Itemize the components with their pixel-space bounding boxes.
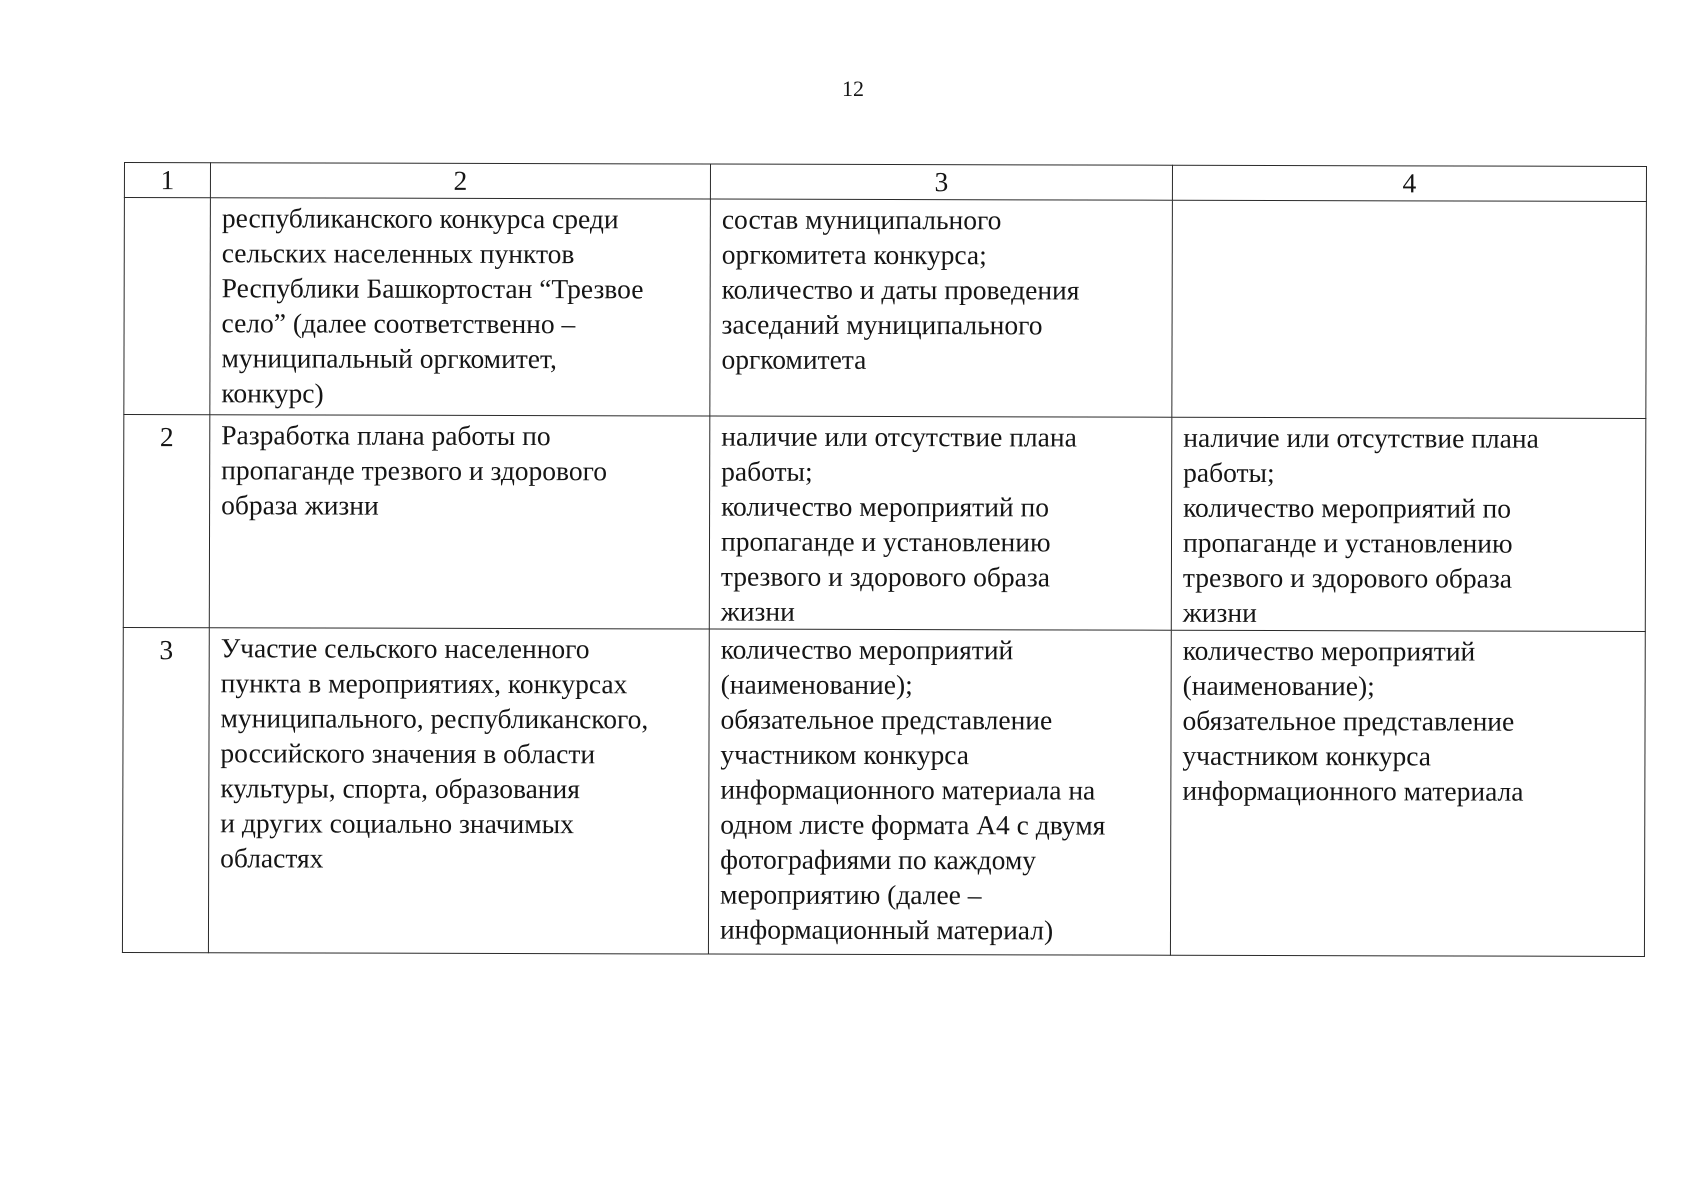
cell-line: заседаний муниципального	[721, 308, 1043, 341]
evaluation-cell	[1171, 417, 1646, 631]
cell-line: Республики Башкортостан “Трезвое	[221, 272, 644, 305]
cell-line: сельских населенных пунктов	[221, 237, 575, 270]
cell-line: наличие или отсутствие плана	[1183, 421, 1539, 454]
cell-line: информационного материала	[1182, 774, 1524, 807]
cell-line: муниципальный оргкомитет,	[221, 342, 557, 375]
row-number: 2	[123, 415, 210, 628]
cell-line: количество мероприятий по	[1183, 491, 1512, 524]
table-row	[123, 415, 1646, 632]
cell-line: конкурс)	[221, 377, 324, 409]
cell-line: жизни	[720, 595, 795, 627]
criteria-cell	[709, 416, 1172, 630]
cell-line: пропаганде и установлению	[720, 525, 1051, 558]
indicator-cell	[208, 628, 709, 954]
cell-line: (наименование);	[720, 668, 913, 701]
indicator-cell	[210, 198, 711, 416]
table-row	[124, 198, 1647, 419]
cell-line: участником конкурса	[1182, 739, 1432, 772]
page-number: 12	[842, 76, 864, 101]
cell-line: жизни	[1182, 596, 1257, 628]
cell-line: оргкомитета конкурса;	[721, 238, 987, 271]
cell-line: состав муниципального	[721, 203, 1002, 236]
column-header-3: 3	[710, 164, 1172, 200]
cell-line: трезвого и здорового образа	[720, 560, 1050, 593]
cell-line: информационный материал)	[719, 913, 1054, 946]
cell-line: обязательное представление	[1182, 704, 1515, 737]
row-number	[124, 198, 211, 415]
cell-line: информационного материала на	[720, 773, 1096, 806]
row-number: 3	[122, 627, 209, 952]
cell-line: работы;	[721, 455, 813, 487]
cell-line: обязательное представление	[720, 703, 1053, 736]
cell-line: наличие или отсутствие плана	[721, 420, 1077, 453]
evaluation-cell	[1170, 630, 1645, 956]
cell-line: республиканского конкурса среди	[221, 202, 619, 235]
criteria-cell	[708, 629, 1171, 955]
cell-line: Участие сельского населенного	[220, 632, 590, 665]
indicator-cell	[209, 415, 710, 629]
cell-line: пропаганде трезвого и здорового	[221, 454, 608, 487]
cell-line: фотографиями по каждому	[720, 843, 1037, 876]
cell-line: количество мероприятий по	[721, 490, 1050, 523]
cell-line: культуры, спорта, образования	[220, 772, 580, 805]
cell-line: российского значения в области	[220, 737, 596, 770]
column-header-4: 4	[1172, 165, 1646, 201]
column-header-1: 1	[124, 163, 210, 198]
cell-line: трезвого и здорового образа	[1182, 561, 1512, 594]
criteria-table	[122, 162, 1647, 957]
cell-line: муниципального, республиканского,	[220, 702, 649, 735]
evaluation-cell	[1172, 200, 1647, 418]
cell-line: образа жизни	[221, 489, 379, 521]
cell-line: количество мероприятий	[1182, 634, 1476, 667]
cell-line: пропаганде и установлению	[1182, 526, 1513, 559]
criteria-cell	[710, 199, 1173, 417]
table-header-row	[124, 163, 1646, 202]
cell-line: Разработка плана работы по	[221, 419, 551, 452]
cell-line: мероприятию (далее –	[720, 878, 982, 911]
cell-line: количество и даты проведения	[721, 273, 1080, 306]
column-header-2: 2	[210, 163, 710, 199]
cell-line: работы;	[1183, 456, 1275, 489]
table-row	[122, 627, 1645, 956]
cell-line: участником конкурса	[720, 738, 970, 771]
cell-line: оргкомитета	[721, 343, 867, 375]
cell-line: село” (далее соответственно –	[221, 307, 576, 340]
cell-line: (наименование);	[1182, 669, 1375, 702]
cell-line: пункта в мероприятиях, конкурсах	[220, 667, 628, 700]
cell-line: одном листе формата А4 с двумя	[720, 808, 1106, 841]
cell-line: и других социально значимых	[220, 807, 574, 840]
cell-line: областях	[220, 842, 324, 874]
cell-line: количество мероприятий	[720, 633, 1014, 666]
